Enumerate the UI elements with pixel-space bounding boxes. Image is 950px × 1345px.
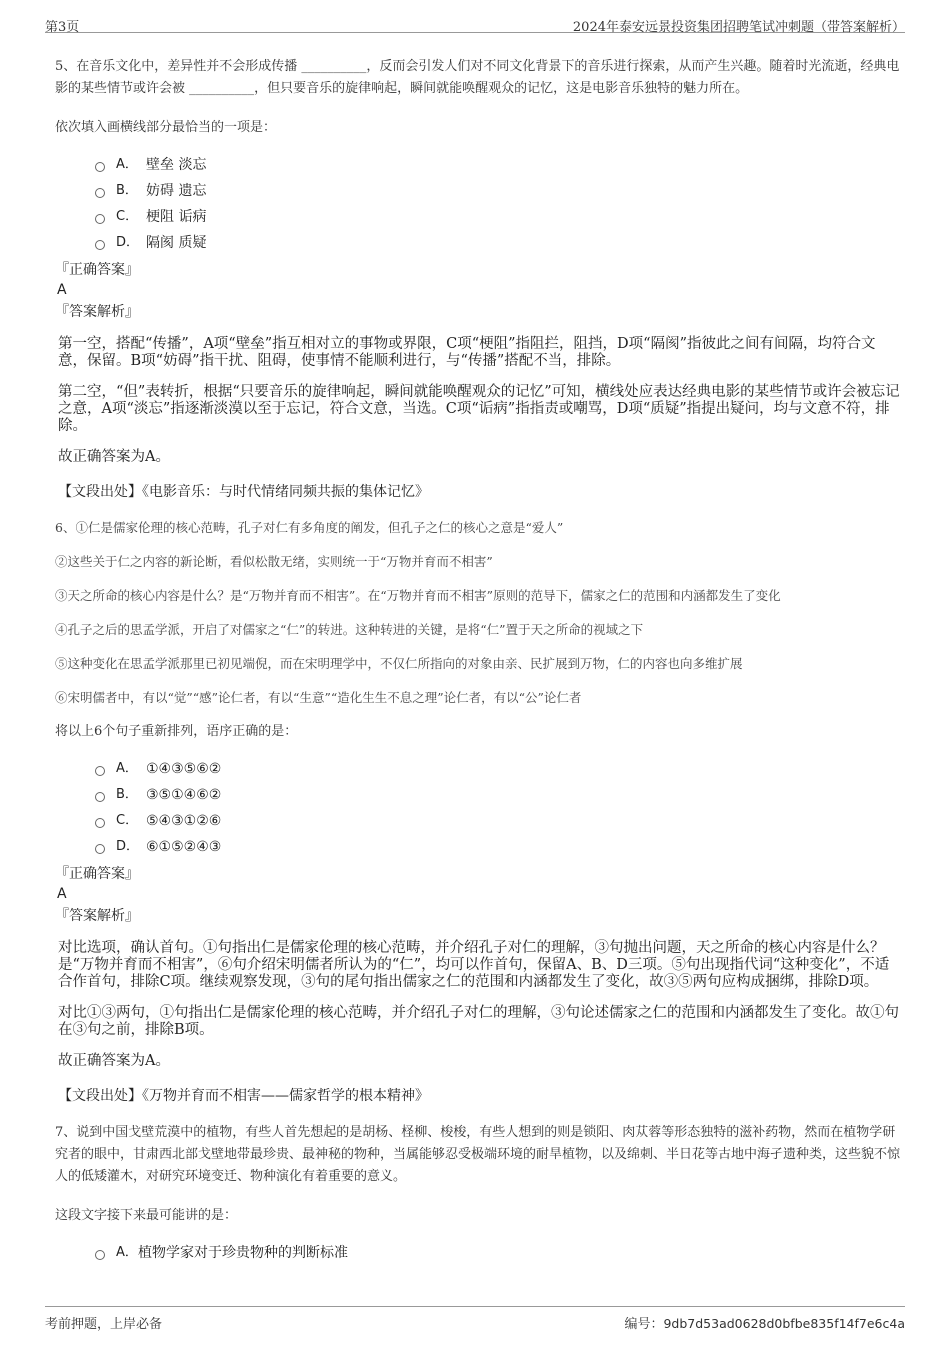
code-value: 9db7d53ad0628d0bfbe835f14f7e6c4a	[663, 1316, 905, 1331]
analysis-paragraph: 对比选项，确认首句。①句指出仁是儒家伦理的核心范畴，并介绍孔子对仁的理解，③句抛出问题，天之所命的核心内容是什么？是“万物并育而不相害”，⑥句介绍宋明儒者所认为的“仁”，均可以作首句，保留A、B、D三项。⑤句出现指代词“这种变化”，不适合作首句，排除C项。继续观察发现，③句的尾句指出儒家之仁的范围和内涵都发生了变化，故③⑤两句应构成捆绑，排除D项。	[58, 940, 890, 990]
sentence-6: ⑥宋明儒者中，有以“觉”“感”论仁者，有以“生意”“造化生生不息之理”论仁者，有以“公”论仁者	[55, 690, 582, 705]
option-a[interactable]: A． 植物学家对于珍贵物种的判断标准	[95, 1240, 902, 1266]
option-d[interactable]: D． ⑥①⑤②④③	[95, 834, 902, 860]
question-5-prompt: 依次填入画横线部分最恰当的一项是：	[55, 120, 277, 135]
sentence-2: ②这些关于仁之内容的新论断，看似松散无绪，实则统一于“万物并育而不相害”	[55, 554, 493, 569]
answer-block	[55, 260, 902, 322]
option-b[interactable]: B． ③⑤①④⑥②	[95, 782, 902, 808]
document-code	[624, 1313, 905, 1332]
page-footer	[45, 1306, 905, 1331]
analysis-paragraph: 第二空，“但”表转折，根据“只要音乐的旋律响起，瞬间就能唤醒观众的记忆”可知，横线处应表达经典电影的某些情节或许会被忘记之意，A项“淡忘”指逐渐淡漠以至于忘记，符合文意，当选。C项“诟病”指指责或嘲骂，D项“质疑”指提出疑问，均与文意不符，排除。	[58, 384, 900, 434]
radio-icon[interactable]	[95, 240, 105, 250]
question-7-text: 7、说到中国戈壁荒漠中的植物，有些人首先想起的是胡杨、柽柳、梭梭，有些人想到的则是锁阳、肉苁蓉等形态独特的滋补药物，然而在植物学研究者的眼中，甘肃西北部戈壁地带最珍贵、最神秘的物种，当属能够忍受极端环境的耐旱植物，以及绵刺、半日花等古地中海孑遗种类，这些貌不惊人的低矮灌木，对研究环境变迁、物种演化有着重要的意义。	[55, 1125, 901, 1184]
correct-answer-heading: 『正确答案』	[55, 262, 139, 278]
analysis-heading: 『答案解析』	[55, 908, 139, 924]
source-citation: 【文段出处】《万物并育而不相害——儒家哲学的根本精神》	[58, 1088, 429, 1104]
radio-icon[interactable]	[95, 766, 105, 776]
question-6	[55, 518, 902, 1106]
correct-answer-value: A	[57, 886, 67, 902]
document-title: 2024年泰安远景投资集团招聘笔试冲刺题（带答案解析）	[572, 20, 905, 35]
page-number: 第3页	[45, 20, 80, 35]
radio-icon[interactable]	[95, 162, 105, 172]
option-c[interactable]: C． 梗阻 诟病	[95, 204, 902, 230]
option-a[interactable]: A． ①④③⑤⑥②	[95, 756, 902, 782]
analysis-paragraph: 对比①③两句，①句指出仁是儒家伦理的核心范畴，并介绍孔子对仁的理解，③句论述儒家之仁的范围和内涵都发生了变化。故①句在③句之前，排除B项。	[58, 1005, 899, 1038]
question-7-options	[95, 1240, 902, 1266]
question-7-prompt: 这段文字接下来最可能讲的是：	[55, 1208, 238, 1223]
question-5-options	[95, 152, 902, 256]
analysis-paragraph: 第一空，搭配“传播”，A项“壁垒”指互相对立的事物或界限，C项“梗阻”指阻拦，阻挡，D项“隔阂”指彼此之间有间隔，均符合文意，保留。B项“妨碍”指干扰、阻碍，使事情不能顺利进行，与“传播”搭配不当，排除。	[58, 336, 876, 369]
analysis-conclusion: 故正确答案为A。	[58, 449, 170, 465]
correct-answer-value: A	[57, 282, 67, 298]
option-d[interactable]: D． 隔阂 质疑	[95, 230, 902, 256]
code-label: 编号：	[624, 1317, 664, 1332]
analysis-conclusion: 故正确答案为A。	[58, 1053, 170, 1069]
question-7	[55, 1122, 902, 1266]
question-6-options	[95, 756, 902, 860]
source-citation: 【文段出处】《电影音乐：与时代情绪同频共振的集体记忆》	[58, 484, 429, 500]
radio-icon[interactable]	[95, 214, 105, 224]
main-content	[55, 56, 902, 1270]
radio-icon[interactable]	[95, 1250, 105, 1260]
sentence-5: ⑤这种变化在思孟学派那里已初见端倪，而在宋明理学中，不仅仁所指向的对象由亲、民扩展到万物，仁的内容也向多维扩展	[55, 656, 743, 671]
radio-icon[interactable]	[95, 188, 105, 198]
analysis-heading: 『答案解析』	[55, 304, 139, 320]
sentence-1: 6、①仁是儒家伦理的核心范畴，孔子对仁有多角度的阐发，但孔子之仁的核心之意是“爱人”	[55, 520, 564, 535]
question-5	[55, 56, 902, 502]
answer-block	[55, 864, 902, 926]
footer-slogan: 考前押题，上岸必备	[45, 1317, 163, 1332]
radio-icon[interactable]	[95, 844, 105, 854]
sentence-3: ③天之所命的核心内容是什么？是“万物并育而不相害”。在“万物并育而不相害”原则的范导下，儒家之仁的范围和内涵都发生了变化	[55, 588, 781, 603]
correct-answer-heading: 『正确答案』	[55, 866, 139, 882]
option-c[interactable]: C． ⑤④③①②⑥	[95, 808, 902, 834]
question-6-prompt: 将以上6个句子重新排列，语序正确的是：	[55, 724, 298, 739]
radio-icon[interactable]	[95, 818, 105, 828]
radio-icon[interactable]	[95, 792, 105, 802]
page-header	[45, 10, 905, 33]
sentence-4: ④孔子之后的思孟学派，开启了对儒家之“仁”的转进。这种转进的关键，是将“仁”置于天之所命的视域之下	[55, 622, 644, 637]
option-a[interactable]: A． 壁垒 淡忘	[95, 152, 902, 178]
option-b[interactable]: B． 妨碍 遗忘	[95, 178, 902, 204]
question-5-text: 5、在音乐文化中，差异性并不会形成传播 __________，反而会引发人们对不同文化背景下的音乐进行探索，从而产生兴趣。随着时光流逝，经典电影的某些情节或许会被 __________，但只要音乐的旋律响起，瞬间就能唤醒观众的记忆，这是电影音乐独特的魅力所在。	[55, 59, 900, 96]
